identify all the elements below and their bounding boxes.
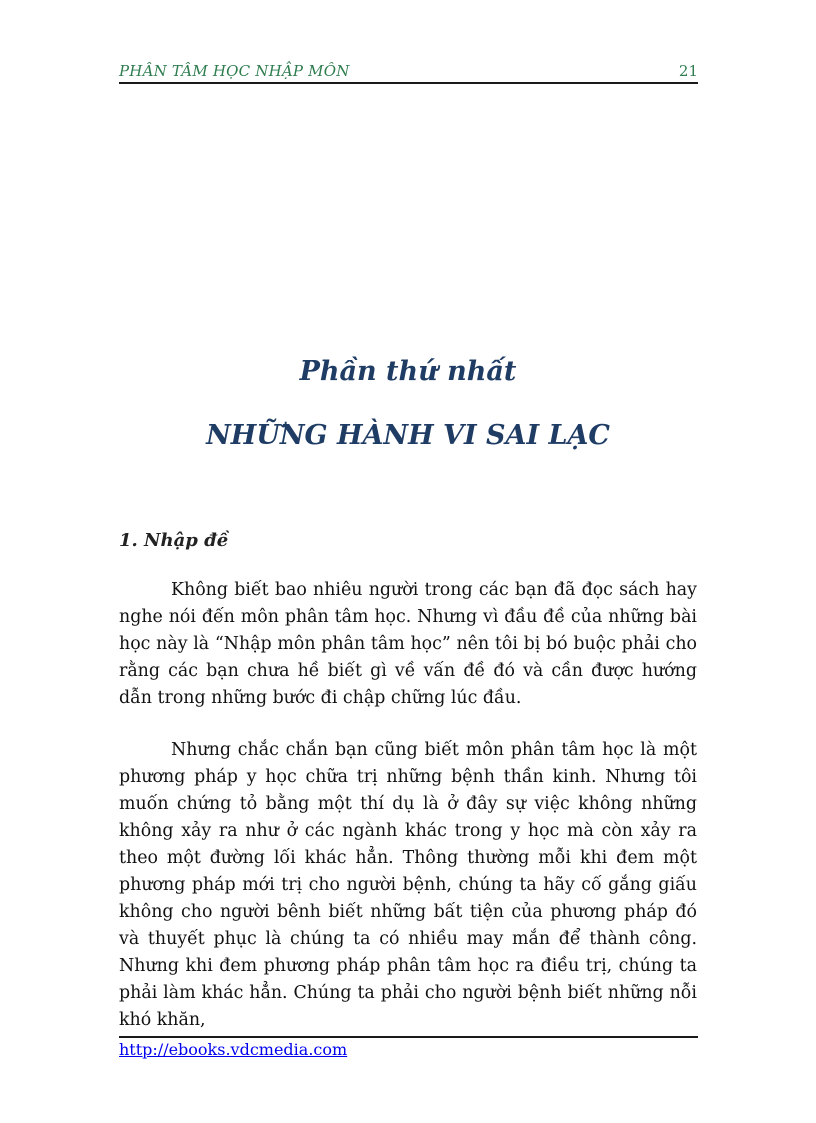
part-title: Phần thứ nhất	[299, 356, 517, 387]
running-header-title: PHÂN TÂM HỌC NHẬP MÔN	[119, 62, 350, 80]
footer-divider	[119, 1036, 698, 1038]
body-paragraph: Nhưng chắc chắn bạn cũng biết môn phân tâm học là một phương pháp y học chữa trị những bệnh thần kinh. Nhưng tôi muốn chứng tỏ bằng một thí dụ là ở đây sự việc không những không xảy ra như ở các ngành khác trong y học mà còn xảy ra theo một đường lối khác hẳn. Thông thường mỗi khi đem một phương pháp mới trị cho người bệnh, chúng ta hãy cố gắng giấu không cho người bênh biết những bất tiện của phương pháp đó và thuyết phục là chúng ta có nhiều may mắn để thành công. Nhưng khi đem phương pháp phân tâm học ra điều trị, chúng ta phải làm khác hẳn. Chúng ta phải cho người bệnh biết những nỗi khó khăn,	[119, 740, 697, 1030]
body-paragraph: Không biết bao nhiêu người trong các bạn đã đọc sách hay nghe nói đến môn phân tâm học. Nhưng vì đầu đề của những bài học này là “Nhập môn phân tâm học” nên tôi bị bó buộc phải cho rằng các bạn chưa hề biết gì về vấn đề đó và cần được hướng dẫn trong những bước đi chập chững lúc đầu.	[119, 580, 697, 708]
page-number: 21	[678, 62, 698, 80]
footer-source-link[interactable]: http://ebooks.vdcmedia.com	[119, 1040, 348, 1059]
chapter-title: NHỮNG HÀNH VI SAI LẠC	[206, 420, 610, 451]
section-heading: 1. Nhập đề	[119, 530, 229, 551]
running-header	[119, 62, 698, 84]
